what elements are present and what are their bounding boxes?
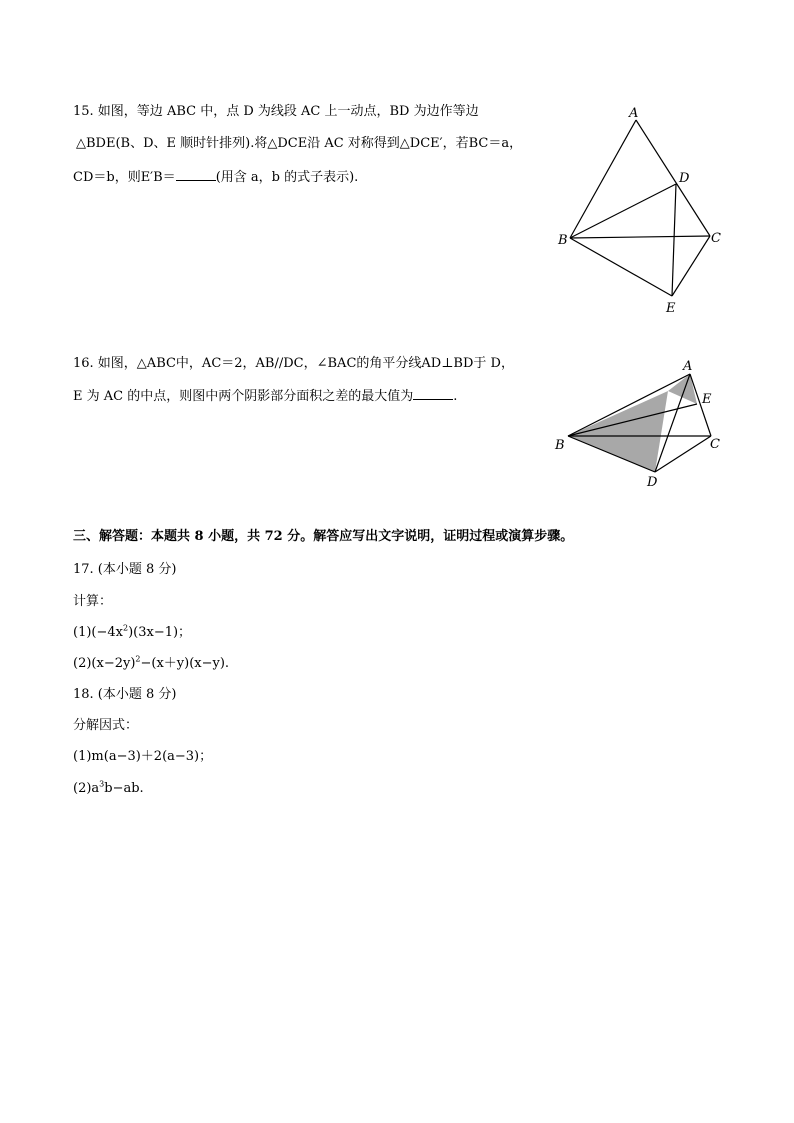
q16-line-2: [73, 387, 457, 405]
q16-figure: [550, 352, 730, 492]
q18-part-2-b: b−ab.: [104, 781, 144, 796]
q17-part-2: [73, 656, 229, 672]
q15-label-B: B: [558, 233, 568, 248]
q15-segment-DE: [672, 184, 676, 296]
q16-label-B: B: [555, 438, 565, 453]
q17-part-1-exponent: 2: [122, 623, 129, 633]
q15-line-1: 15. 如图，等边 ABC 中，点 D 为线段 AC 上一动点，BD 为边作等边: [73, 104, 479, 119]
q15-line-3-a: CD＝b，则E′B＝: [73, 170, 176, 185]
q16-label-A: A: [683, 359, 693, 374]
q15-label-D: D: [679, 171, 690, 186]
q17-part-1: [73, 625, 191, 641]
q16-shaded-region-lower: [568, 391, 668, 472]
q15-answer-blank[interactable]: [176, 168, 216, 181]
q16-segment-DC: [655, 436, 711, 472]
q15-segment-BE: [570, 238, 672, 296]
q18-heading: 18. (本小题 8 分): [73, 687, 177, 702]
q17-part-2-b: −(x＋y)(x−y).: [140, 656, 230, 671]
q15-label-A: A: [629, 106, 639, 121]
q17-heading: 17. (本小题 8 分): [73, 562, 177, 577]
q17-part-1-b: )(3x−1)；: [128, 625, 192, 640]
q15-segment-AC: [636, 120, 710, 236]
q16-line-1: 16. 如图，△ABC中，AC＝2，AB//DC，∠BAC的角平分线AD⊥BD于 D，: [73, 356, 514, 371]
q15-segment-AB: [570, 120, 636, 238]
q17-part-2-exponent: 2: [135, 654, 141, 664]
q17-part-1-a: (1)(−4x: [73, 625, 123, 640]
q17-part-2-a: (2)(x−2y): [73, 656, 136, 671]
q15-label-C: C: [711, 231, 721, 246]
q16-label-C: C: [710, 437, 720, 452]
q15-figure: [550, 100, 730, 320]
q16-label-E: E: [702, 392, 712, 407]
q18-part-1: (1)m(a−3)＋2(a−3)；: [73, 749, 213, 764]
q16-shaded-region-upper: [668, 374, 697, 404]
q16-answer-blank[interactable]: [413, 387, 453, 400]
q15-line-3-b: (用含 a，b 的式子表示).: [215, 170, 359, 185]
q16-line-2-b: .: [453, 389, 458, 404]
q15-segment-BC: [570, 236, 710, 238]
q15-segment-BD: [570, 184, 676, 238]
q18-part-2-a: (2)a: [73, 781, 100, 796]
q15-segment-CE: [672, 236, 710, 296]
q16-line-2-a: E 为 AC 的中点，则图中两个阴影部分面积之差的最大值为: [73, 389, 414, 404]
q15-line-3: [73, 168, 358, 186]
q18-part-2-exponent: 3: [99, 779, 105, 789]
q15-label-E: E: [666, 301, 676, 316]
q18-part-2: [73, 781, 144, 797]
q18-intro: 分解因式：: [73, 718, 139, 733]
q15-line-2: △BDE(B、D、E 顺时针排列).将△DCE沿 AC 对称得到△DCE′，若BC＝a，: [76, 136, 523, 151]
section-3-heading: 三、解答题：本题共 8 小题，共 72 分。解答应写出文字说明，证明过程或演算步骤。: [73, 529, 574, 544]
q16-label-D: D: [647, 475, 658, 490]
q17-intro: 计算：: [73, 594, 113, 609]
